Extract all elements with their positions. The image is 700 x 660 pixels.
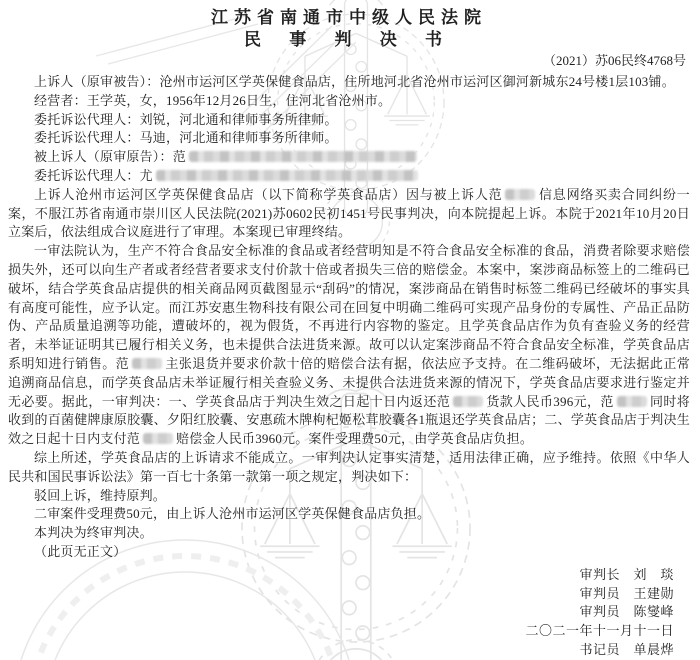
party-operator: 经营者：王学英，女，1956年12月26日生，住河北省沧州市。	[34, 92, 392, 108]
judge-line-2: 审判员 陈燮峰	[579, 604, 674, 620]
first-instance-text-4: 同时将收到的百菌健牌康原胶囊、夕阳红胶囊、安惠疏木牌枸杞姬松茸胶囊各1瓶退还学英食品店；二、学英食品店于判决生效之日起十日内支付范	[8, 393, 691, 447]
first-instance-text-1: 一审法院认为，生产不符合食品安全标准的食品或者经营明知是不符合食品安全标准的食品，消费者除要求赔偿损失外，还可以向生产者或者经营者要求支付价款十倍或者损失三倍的赔偿金。本案中，案涉商品标签上的二维码已破坏，结合学英食品店提供的相关商品网页截图显示“刮码”的情况，案涉商品在销售时标签二维码已经破坏的事实具有高度可能性，应予认定。而江苏安惠生物科技有限公司在回复中明确二维码可实现产品身份的专属性、产品正品防伪、产品质量追溯等功能，遭破坏的，视为假货，不再进行内容物的鉴定。且学英食品店作为负有查验义务的经营者，未举证证明其已履行相关义务，也未提供合法进货来源。故可以认定案涉商品不符合食品安全标准，学英食品店系明知进行销售。范	[8, 243, 690, 371]
redacted-name	[143, 433, 173, 444]
paragraph-no-text-note: （此页无正文）	[34, 543, 127, 559]
paragraph-finality: 本判决为终审判决。	[34, 525, 153, 541]
judge-line-1: 审判员 王建勋	[579, 585, 674, 601]
party-appellee	[8, 148, 690, 167]
case-intro-text-1: 上诉人沧州市运河区学英保健食品店（以下简称学英食品店）因与被上诉人范	[34, 186, 503, 202]
redacted-name	[617, 396, 647, 407]
appellee-prefix: 被上诉人（原审原告）：范	[34, 149, 186, 165]
judgment-body	[8, 73, 690, 562]
redacted-name	[453, 396, 483, 407]
paragraph-ruling: 驳回上诉，维持原判。	[34, 487, 167, 503]
first-instance-text-3: 货款人民币396元，范	[486, 393, 614, 409]
clerk-line: 书记员 单晨烨	[579, 641, 674, 657]
court-name: 江苏省南通市中级人民法院	[211, 8, 487, 27]
party-agent-2: 委托诉讼代理人：马迪，河北通和律师事务所律师。	[34, 130, 338, 146]
judgment-date-line: 二〇二一年十一月十一日	[525, 623, 674, 639]
document-title: 民 事 判 决 书	[244, 30, 454, 49]
paragraph-conclusion: 综上所述，学英食品店的上诉请求不能成立。一审判决认定事实清楚，适用法律正确，应予维持。依照《中华人民共和国民事诉讼法》第一百七十条第一款第一项之规定，判决如下：	[8, 449, 690, 484]
redacted-agent-details	[156, 170, 418, 181]
first-instance-text-5: 赔偿金人民币3960元。案件受理费50元，由学英食品店负担。	[176, 431, 534, 447]
party-appellee-agent	[8, 167, 690, 186]
redacted-name	[132, 358, 162, 369]
party-agent-1: 委托诉讼代理人：刘锐，河北通和律师事务所律师。	[34, 111, 338, 127]
presiding-judge-line: 审判长 刘 琰	[579, 566, 674, 582]
party-appellant: 上诉人（原审被告）：沧州市运河区学英保健食品店，住所地河北省沧州市运河区御河新城东24号楼1层103铺。	[34, 74, 675, 89]
redacted-name	[505, 189, 535, 200]
signature-block	[8, 566, 690, 660]
appellee-agent-prefix: 委托诉讼代理人：尤	[34, 167, 153, 183]
case-intro-text-2: 信息网络买卖合同纠纷一案，不服江苏省南通市崇川区人民法院(2021)苏0602民初1451号民事判决，向本院提起上诉。本院于2021年10月20日立案后，依法组成合议庭进行了审理。本案现已审理终结。	[8, 186, 690, 240]
case-number: （2021）苏06民终4768号	[542, 53, 686, 68]
paragraph-second-instance-fee: 二审案件受理费50元，由上诉人沧州市运河区学英保健食品店负担。	[34, 506, 431, 522]
paragraph-case-intro	[8, 186, 690, 242]
first-instance-text-2: 主张退货并要求价款十倍的赔偿合法有据，依法应予支持。在二维码破坏，无法据此正常追溯商品信息，而学英食品店未举证履行相关查验义务、未提供合法进货来源的情况下，学英食品店要求进行鉴定并无必要。据此，一审判决：一、学英食品店于判决生效之日起十日内返还范	[8, 355, 690, 409]
paragraph-first-instance	[8, 242, 690, 449]
redacted-appellee-details	[189, 151, 417, 162]
